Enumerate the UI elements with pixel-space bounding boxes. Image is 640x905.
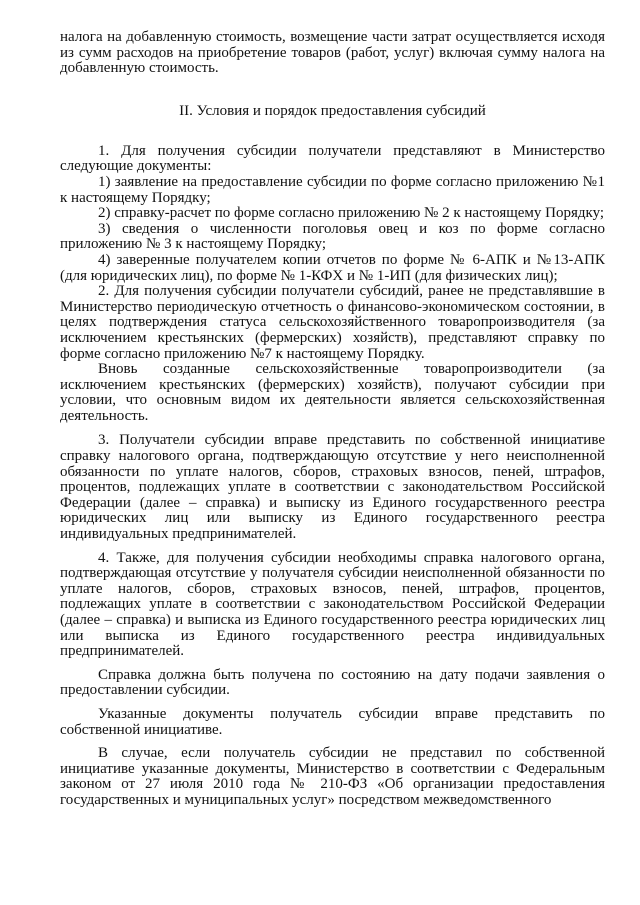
paragraph-interagency-request: В случае, если получатель субсидии не представил по собственной инициативе указанные документы, Министерство в соответствии с Федеральным законом от 27 июля 2010 года № 210-ФЗ «Об организации предоставления государственных и муниципальных услуг» посредством межведомственного	[60, 745, 605, 808]
intro-paragraph: налога на добавленную стоимость, возмещение части затрат осуществляется исходя из сумм расходов на приобретение товаров (работ, услуг) включая сумму налога на добавленную стоимость.	[60, 29, 605, 77]
paragraph-4: 4. Также, для получения субсидии необходимы справка налогового органа, подтверждающая отсутствие у получателя субсидии неисполненной обязанности по уплате налогов, сборов, страховых взносов, пеней, штрафов, процентов, подлежащих уплате в соответствии с законодательством Российской Федерации (далее – справка) и выписка из Единого государственного реестра юридических лиц или выписка из Единого государственного реестра индивидуальных предпринимателей.	[60, 549, 605, 660]
document-page	[60, 30, 605, 809]
paragraph-2: 2. Для получения субсидии получатели субсидий, ранее не представлявшие в Министерство периодическую отчетность о финансово-экономическом состоянии, в целях подтверждения статуса сельскохозяйственного товаропроизводителя (за исключением крестьянских (фермерских) хозяйств), представляют справку по форме согласно приложению №7 к настоящему Порядку.	[60, 283, 605, 362]
paragraph-own-initiative: Указанные документы получатель субсидии вправе представить по собственной инициативе.	[60, 705, 605, 738]
paragraph-1-item-1: 1) заявление на предоставление субсидии по форме согласно приложению №1 к настоящему Порядку;	[60, 173, 605, 206]
paragraph-3: 3. Получатели субсидии вправе представить по собственной инициативе справку налогового органа, подтверждающую отсутствие у него неисполненной обязанности по уплате налогов, сборов, страховых взносов, пеней, штрафов, процентов, подлежащих уплате в соответствии с законодательством Российской Федерации (далее – справка) и выписку из Единого государственного реестра юридических лиц или выписку из Единого государственного реестра индивидуальных предпринимателей.	[60, 432, 605, 543]
paragraph-1-item-4: 4) заверенные получателем копии отчетов по форме № 6-АПК и №13-АПК (для юридических лиц), по форме № 1-КФХ и № 1-ИП (для физических лиц);	[60, 251, 605, 284]
section-title: II. Условия и порядок предоставления субсидий	[179, 102, 486, 119]
paragraph-certificate-date: Справка должна быть получена по состоянию на дату подачи заявления о предоставлении субсидии.	[60, 666, 605, 699]
paragraph-new-producers: Вновь созданные сельскохозяйственные товаропроизводители (за исключением крестьянских (фермерских) хозяйств), получают субсидии при условии, что основным видом их деятельности является сельскохозяйственная деятельность.	[60, 361, 605, 424]
paragraph-1-item-3: 3) сведения о численности поголовья овец и коз по форме согласно приложению № 3 к настоящему Порядку;	[60, 220, 605, 253]
paragraph-1-item-2: 2) справку-расчет по форме согласно приложению № 2 к настоящему Порядку;	[98, 205, 605, 222]
paragraph-1: 1. Для получения субсидии получатели представляют в Министерство следующие документы:	[60, 142, 605, 175]
